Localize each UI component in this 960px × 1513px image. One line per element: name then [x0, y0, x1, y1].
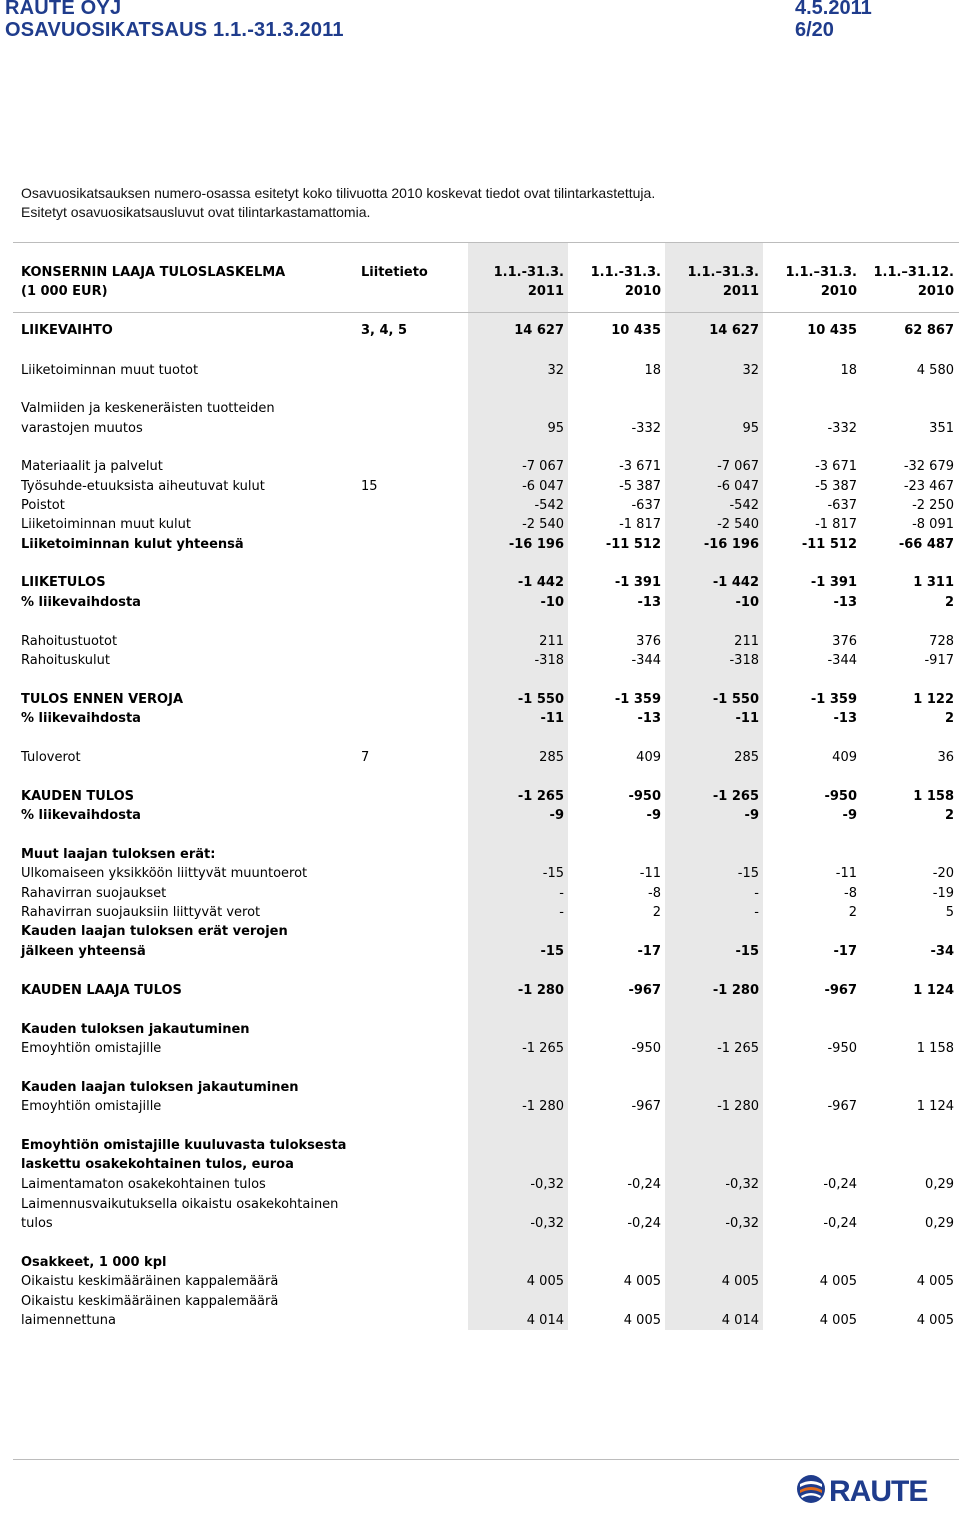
- row-value-col-3: -542: [729, 498, 759, 513]
- row-value-col-1: -1 550: [517, 692, 564, 707]
- row-value-col-5: -917: [924, 653, 954, 668]
- row-value-col-4: -11 512: [801, 537, 857, 552]
- table-unit: (1 000 EUR): [21, 284, 108, 299]
- row-value-col-3: 211: [734, 634, 759, 649]
- row-value-col-3: -7 067: [717, 459, 759, 474]
- row-label: Laimennusvaikutuksella oikaistu osakekohtainen: [21, 1197, 339, 1212]
- header-rule: [13, 312, 959, 313]
- table-row: [21, 535, 956, 554]
- row-value-col-3: 285: [734, 750, 759, 765]
- row-value-col-5: 2: [944, 595, 954, 610]
- row-label: tulos: [21, 1216, 53, 1231]
- row-label: Laimentamaton osakekohtainen tulos: [21, 1177, 266, 1192]
- row-value-col-4: -0,24: [823, 1177, 857, 1192]
- table-row: [21, 321, 956, 340]
- row-value-col-4: 10 435: [807, 323, 857, 338]
- row-value-col-4: 409: [832, 750, 857, 765]
- row-value-col-3: -318: [729, 653, 759, 668]
- row-value-col-4: -0,24: [823, 1216, 857, 1231]
- table-row: [21, 864, 956, 883]
- row-value-col-1: 14 627: [514, 323, 564, 338]
- row-value-col-4: 376: [832, 634, 857, 649]
- row-value-col-2: 376: [636, 634, 661, 649]
- row-value-col-2: -1 391: [614, 575, 661, 590]
- row-value-col-1: -6 047: [522, 479, 564, 494]
- row-value-col-4: -637: [827, 498, 857, 513]
- row-note: 3, 4, 5: [361, 323, 408, 338]
- table-row: [21, 632, 956, 651]
- table-row: [21, 748, 956, 767]
- row-value-col-2: 4 005: [623, 1313, 661, 1328]
- table-row: [21, 709, 956, 728]
- table-row: [21, 922, 956, 941]
- note-header: Liitetieto: [361, 265, 428, 280]
- table-row: [21, 1078, 956, 1097]
- row-value-col-5: -32 679: [903, 459, 954, 474]
- row-value-col-2: -17: [637, 944, 661, 959]
- row-label: KAUDEN TULOS: [21, 789, 135, 804]
- row-value-col-5: 1 158: [913, 789, 954, 804]
- row-label: Liiketoiminnan kulut yhteensä: [21, 537, 244, 552]
- intro-line-2: Esitetyt osavuosikatsausluvut ovat tilintarkastamattomia.: [21, 204, 371, 220]
- row-value-col-5: 5: [945, 905, 954, 920]
- row-value-col-3: -1 442: [712, 575, 759, 590]
- row-value-col-2: -0,24: [627, 1177, 661, 1192]
- row-value-col-1: -: [559, 905, 564, 920]
- raute-logo-text: RAUTE: [829, 1475, 928, 1508]
- row-value-col-3: -: [754, 886, 759, 901]
- row-label: Työsuhde-etuuksista aiheutuvat kulut: [21, 479, 265, 494]
- row-value-col-4: -11: [835, 866, 857, 881]
- table-row: [21, 1195, 956, 1214]
- row-value-col-3: -1 280: [717, 1099, 759, 1114]
- row-value-col-1: -: [559, 886, 564, 901]
- row-value-col-1: -2 540: [522, 517, 564, 532]
- col-1-period: 1.1.-31.3.: [493, 265, 564, 280]
- row-label: TULOS ENNEN VEROJA: [21, 692, 184, 707]
- row-value-col-1: -15: [540, 944, 564, 959]
- table-row: [21, 1214, 956, 1233]
- table-header-row-2: [21, 282, 956, 301]
- row-value-col-2: -9: [646, 808, 661, 823]
- row-value-col-3: -1 265: [712, 789, 759, 804]
- row-value-col-1: -15: [542, 866, 564, 881]
- row-label: % liikevaihdosta: [21, 808, 141, 823]
- row-value-col-4: -950: [824, 789, 857, 804]
- row-value-col-5: 351: [929, 421, 954, 436]
- row-value-col-4: 4 005: [819, 1274, 857, 1289]
- row-value-col-2: -3 671: [619, 459, 661, 474]
- row-value-col-2: -1 359: [614, 692, 661, 707]
- row-value-col-4: -8: [844, 886, 857, 901]
- col-5-year: 2010: [917, 284, 954, 299]
- col-4-year: 2010: [820, 284, 857, 299]
- row-label: Liiketoiminnan muut tuotot: [21, 363, 199, 378]
- row-label: % liikevaihdosta: [21, 595, 141, 610]
- row-value-col-4: -9: [842, 808, 857, 823]
- row-value-col-1: -1 280: [522, 1099, 564, 1114]
- row-label: jälkeen yhteensä: [21, 944, 146, 959]
- row-value-col-4: -17: [833, 944, 857, 959]
- row-value-col-5: 62 867: [904, 323, 954, 338]
- row-value-col-3: -: [754, 905, 759, 920]
- row-value-col-2: -967: [628, 983, 661, 998]
- row-value-col-2: -637: [631, 498, 661, 513]
- col-3-period: 1.1.–31.3.: [687, 265, 759, 280]
- table-header-row-1: [21, 263, 956, 282]
- intro-line-1: Osavuosikatsauksen numero-osassa esitetyt koko tilivuotta 2010 koskevat tiedot ovat tilintarkastettuja.: [21, 185, 656, 201]
- table-row: [21, 690, 956, 709]
- row-value-col-1: -9: [549, 808, 564, 823]
- row-label: KAUDEN LAAJA TULOS: [21, 983, 182, 998]
- table-row: [21, 399, 956, 418]
- row-value-col-1: 32: [547, 363, 564, 378]
- table-row: [21, 1039, 956, 1058]
- row-value-col-1: 4 005: [526, 1274, 564, 1289]
- row-value-col-5: 1 311: [913, 575, 954, 590]
- row-value-col-1: -10: [540, 595, 564, 610]
- report-title: OSAVUOSIKATSAUS 1.1.-31.3.2011: [5, 19, 344, 41]
- row-value-col-2: 10 435: [611, 323, 661, 338]
- row-value-col-1: -1 265: [517, 789, 564, 804]
- row-value-col-5: 4 005: [916, 1313, 954, 1328]
- row-value-col-2: -8: [648, 886, 661, 901]
- row-value-col-4: 4 005: [819, 1313, 857, 1328]
- row-value-col-1: -1 280: [517, 983, 564, 998]
- row-value-col-3: 95: [742, 421, 759, 436]
- row-label: Valmiiden ja keskeneräisten tuotteiden: [21, 401, 275, 416]
- row-value-col-2: -11: [639, 866, 661, 881]
- row-value-col-4: -344: [827, 653, 857, 668]
- row-value-col-1: -542: [534, 498, 564, 513]
- row-label: Kauden tuloksen jakautuminen: [21, 1022, 250, 1037]
- table-row: [21, 496, 956, 515]
- row-value-col-3: -6 047: [717, 479, 759, 494]
- row-label: Emoyhtiön omistajille: [21, 1041, 162, 1056]
- table-row: [21, 477, 956, 496]
- row-value-col-5: -34: [930, 944, 954, 959]
- row-label: Oikaistu keskimääräinen kappalemäärä: [21, 1294, 279, 1309]
- row-value-col-5: -8 091: [912, 517, 954, 532]
- row-value-col-5: -66 487: [898, 537, 954, 552]
- row-value-col-4: 18: [840, 363, 857, 378]
- row-value-col-3: 14 627: [709, 323, 759, 338]
- table-row: [21, 845, 956, 864]
- row-value-col-5: 2: [944, 808, 954, 823]
- table-row: [21, 573, 956, 592]
- table-row: [21, 1311, 956, 1330]
- row-value-col-2: -967: [631, 1099, 661, 1114]
- row-label: Rahavirran suojauksiin liittyvät verot: [21, 905, 261, 920]
- row-label: Rahavirran suojaukset: [21, 886, 167, 901]
- table-row: [21, 903, 956, 922]
- row-value-col-5: 4 005: [916, 1274, 954, 1289]
- row-label: % liikevaihdosta: [21, 711, 141, 726]
- row-value-col-5: 1 124: [913, 983, 954, 998]
- row-value-col-5: -2 250: [912, 498, 954, 513]
- row-value-col-5: 4 580: [916, 363, 954, 378]
- row-value-col-5: -23 467: [903, 479, 954, 494]
- row-value-col-5: 36: [937, 750, 954, 765]
- row-value-col-4: -967: [824, 983, 857, 998]
- row-value-col-5: 728: [929, 634, 954, 649]
- table-row: [21, 1155, 956, 1174]
- row-value-col-3: -0,32: [725, 1177, 759, 1192]
- row-label: Tuloverot: [21, 750, 81, 765]
- col-2-year: 2010: [624, 284, 661, 299]
- row-value-col-4: -332: [827, 421, 857, 436]
- row-value-col-3: -15: [737, 866, 759, 881]
- table-row: [21, 806, 956, 825]
- row-value-col-4: -1 391: [810, 575, 857, 590]
- table-row: [21, 1097, 956, 1116]
- row-value-col-3: -10: [735, 595, 759, 610]
- row-value-col-3: -2 540: [717, 517, 759, 532]
- row-value-col-3: -1 550: [712, 692, 759, 707]
- table-row: [21, 1020, 956, 1039]
- row-value-col-1: 4 014: [526, 1313, 564, 1328]
- row-value-col-4: -950: [827, 1041, 857, 1056]
- row-value-col-1: -1 265: [522, 1041, 564, 1056]
- raute-logo-mark: [797, 1475, 825, 1503]
- row-value-col-3: -0,32: [725, 1216, 759, 1231]
- table-row: [21, 787, 956, 806]
- row-value-col-1: -11: [540, 711, 564, 726]
- row-value-col-5: 0,29: [925, 1177, 954, 1192]
- row-value-col-1: 285: [539, 750, 564, 765]
- row-value-col-2: -1 817: [619, 517, 661, 532]
- row-value-col-2: 2: [652, 905, 661, 920]
- table-row: [21, 593, 956, 612]
- row-value-col-4: -13: [833, 595, 857, 610]
- col-2-period: 1.1.-31.3.: [590, 265, 661, 280]
- row-label: Osakkeet, 1 000 kpl: [21, 1255, 167, 1270]
- row-label: Ulkomaiseen yksikköön liittyvät muuntoerot: [21, 866, 308, 881]
- table-row: [21, 1175, 956, 1194]
- table-row: [21, 942, 956, 961]
- table-row: [21, 651, 956, 670]
- row-value-col-5: -19: [932, 886, 954, 901]
- row-value-col-1: -0,32: [530, 1177, 564, 1192]
- row-value-col-2: -5 387: [619, 479, 661, 494]
- row-value-col-1: -1 442: [517, 575, 564, 590]
- row-value-col-4: -967: [827, 1099, 857, 1114]
- row-value-col-3: -11: [735, 711, 759, 726]
- row-value-col-3: 4 014: [721, 1313, 759, 1328]
- col-5-period: 1.1.–31.12.: [873, 265, 954, 280]
- table-row: [21, 361, 956, 380]
- raute-logo: [797, 1472, 928, 1508]
- row-value-col-3: -9: [744, 808, 759, 823]
- row-label: Kauden laajan tuloksen jakautuminen: [21, 1080, 299, 1095]
- row-value-col-1: 95: [547, 421, 564, 436]
- row-label: LIIKEVAIHTO: [21, 323, 113, 338]
- row-value-col-1: -7 067: [522, 459, 564, 474]
- row-value-col-2: -11 512: [605, 537, 661, 552]
- row-value-col-3: -1 265: [717, 1041, 759, 1056]
- report-date: 4.5.2011: [795, 0, 872, 19]
- row-value-col-4: -13: [833, 711, 857, 726]
- row-value-col-2: 18: [644, 363, 661, 378]
- row-value-col-2: -13: [637, 595, 661, 610]
- row-label: Poistot: [21, 498, 65, 513]
- table-row: [21, 457, 956, 476]
- row-label: Liiketoiminnan muut kulut: [21, 517, 191, 532]
- row-value-col-5: 2: [944, 711, 954, 726]
- col-1-year: 2011: [527, 284, 564, 299]
- row-value-col-2: -344: [631, 653, 661, 668]
- row-value-col-5: 1 124: [916, 1099, 954, 1114]
- row-value-col-4: -1 359: [810, 692, 857, 707]
- row-value-col-3: -16 196: [703, 537, 759, 552]
- row-value-col-3: 4 005: [721, 1274, 759, 1289]
- table-row: [21, 419, 956, 438]
- row-value-col-3: 32: [742, 363, 759, 378]
- row-value-col-2: -950: [628, 789, 661, 804]
- col-4-period: 1.1.–31.3.: [785, 265, 857, 280]
- row-label: Muut laajan tuloksen erät:: [21, 847, 216, 862]
- row-label: Oikaistu keskimääräinen kappalemäärä: [21, 1274, 279, 1289]
- row-value-col-2: 4 005: [623, 1274, 661, 1289]
- company-name: RAUTE OYJ: [5, 0, 122, 19]
- page-number: 6/20: [795, 19, 834, 41]
- table-row: [21, 1292, 956, 1311]
- row-label: LIIKETULOS: [21, 575, 106, 590]
- row-note: 7: [361, 750, 370, 765]
- row-value-col-1: -318: [534, 653, 564, 668]
- row-value-col-3: -1 280: [712, 983, 759, 998]
- row-label: Materiaalit ja palvelut: [21, 459, 163, 474]
- row-label: laimennettuna: [21, 1313, 116, 1328]
- table-title: KONSERNIN LAAJA TULOSLASKELMA: [21, 265, 286, 280]
- row-label: varastojen muutos: [21, 421, 143, 436]
- row-value-col-4: -1 817: [815, 517, 857, 532]
- row-value-col-5: 0,29: [925, 1216, 954, 1231]
- table-row: [21, 1136, 956, 1155]
- footer-rule: [13, 1459, 959, 1460]
- row-value-col-2: 409: [636, 750, 661, 765]
- row-note: 15: [361, 479, 378, 494]
- table-top-rule: [13, 242, 959, 243]
- row-value-col-2: -0,24: [627, 1216, 661, 1231]
- row-value-col-2: -332: [631, 421, 661, 436]
- col-3-year: 2011: [722, 284, 759, 299]
- row-value-col-4: -5 387: [815, 479, 857, 494]
- table-row: [21, 884, 956, 903]
- row-label: Emoyhtiön omistajille: [21, 1099, 162, 1114]
- table-row: [21, 981, 956, 1000]
- row-value-col-1: -0,32: [530, 1216, 564, 1231]
- table-row: [21, 1272, 956, 1291]
- row-value-col-4: 2: [848, 905, 857, 920]
- row-value-col-2: -950: [631, 1041, 661, 1056]
- row-value-col-4: -3 671: [815, 459, 857, 474]
- row-value-col-2: -13: [637, 711, 661, 726]
- row-label: Rahoituskulut: [21, 653, 110, 668]
- row-value-col-3: -15: [735, 944, 759, 959]
- row-value-col-1: 211: [539, 634, 564, 649]
- table-row: [21, 515, 956, 534]
- row-label: Emoyhtiön omistajille kuuluvasta tuloksesta: [21, 1138, 347, 1153]
- row-value-col-5: 1 122: [913, 692, 954, 707]
- row-label: Kauden laajan tuloksen erät verojen: [21, 924, 288, 939]
- row-label: Rahoitustuotot: [21, 634, 118, 649]
- table-row: [21, 1253, 956, 1272]
- row-value-col-5: 1 158: [916, 1041, 954, 1056]
- row-value-col-5: -20: [932, 866, 954, 881]
- row-value-col-1: -16 196: [508, 537, 564, 552]
- row-label: laskettu osakekohtainen tulos, euroa: [21, 1157, 294, 1172]
